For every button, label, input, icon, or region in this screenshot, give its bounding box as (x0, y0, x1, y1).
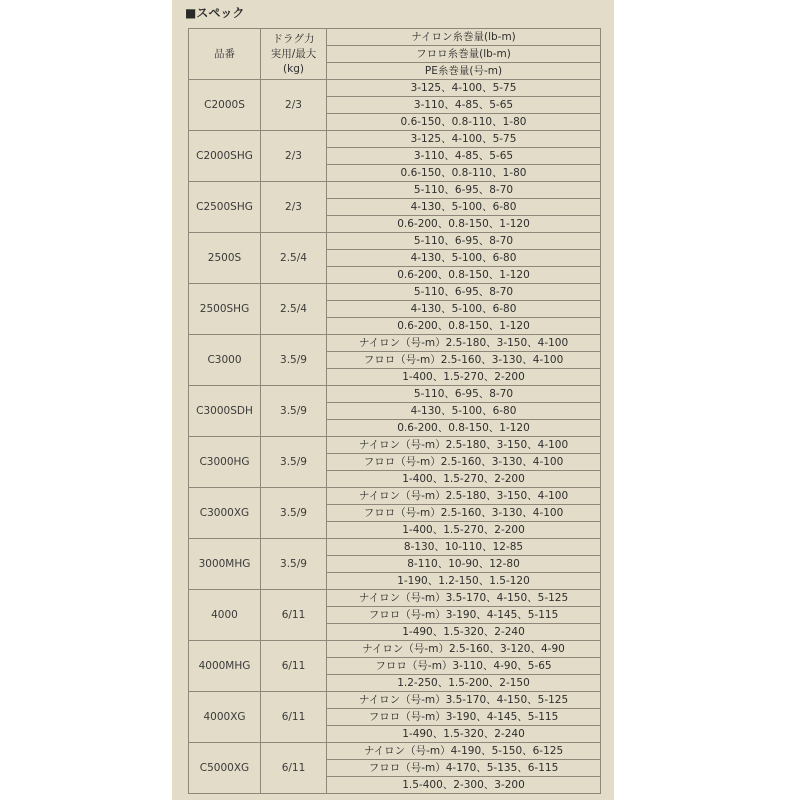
nylon-capacity-cell: ナイロン（号-m）2.5-160、3-120、4-90 (327, 641, 601, 658)
fluoro-capacity-cell: フロロ（号-m）2.5-160、3-130、4-100 (327, 352, 601, 369)
model-cell: C5000XG (189, 743, 261, 794)
table-row (189, 182, 601, 199)
header-drag (261, 29, 327, 80)
pe-capacity-cell: 1-190、1.2-150、1.5-120 (327, 573, 601, 590)
drag-cell: 2/3 (261, 80, 327, 131)
drag-cell: 2.5/4 (261, 284, 327, 335)
pe-capacity-cell: 0.6-200、0.8-150、1-120 (327, 267, 601, 284)
table-row (189, 641, 601, 658)
drag-cell: 2/3 (261, 131, 327, 182)
spec-table-body (189, 80, 601, 794)
pe-capacity-cell: 0.6-150、0.8-110、1-80 (327, 114, 601, 131)
table-row (189, 488, 601, 505)
model-cell: 2500S (189, 233, 261, 284)
header-fluoro: フロロ糸巻量(lb-m) (327, 46, 601, 63)
model-cell: C3000HG (189, 437, 261, 488)
model-cell: C2000S (189, 80, 261, 131)
pe-capacity-cell: 1-400、1.5-270、2-200 (327, 522, 601, 539)
drag-cell: 6/11 (261, 590, 327, 641)
fluoro-capacity-cell: 3-110、4-85、5-65 (327, 148, 601, 165)
model-cell: 4000XG (189, 692, 261, 743)
header-drag-line2: 実用/最大 (270, 47, 317, 60)
table-row (189, 437, 601, 454)
drag-cell: 2/3 (261, 182, 327, 233)
fluoro-capacity-cell: 3-110、4-85、5-65 (327, 97, 601, 114)
pe-capacity-cell: 1-400、1.5-270、2-200 (327, 369, 601, 386)
nylon-capacity-cell: ナイロン（号-m）2.5-180、3-150、4-100 (327, 437, 601, 454)
nylon-capacity-cell: 3-125、4-100、5-75 (327, 80, 601, 97)
drag-cell: 3.5/9 (261, 539, 327, 590)
table-row (189, 335, 601, 352)
fluoro-capacity-cell: 4-130、5-100、6-80 (327, 199, 601, 216)
nylon-capacity-cell: ナイロン（号-m）2.5-180、3-150、4-100 (327, 488, 601, 505)
model-cell: C3000 (189, 335, 261, 386)
model-cell: C3000SDH (189, 386, 261, 437)
model-cell: 2500SHG (189, 284, 261, 335)
model-cell: 3000MHG (189, 539, 261, 590)
fluoro-capacity-cell: フロロ（号-m）3-190、4-145、5-115 (327, 709, 601, 726)
nylon-capacity-cell: 5-110、6-95、8-70 (327, 182, 601, 199)
drag-cell: 3.5/9 (261, 386, 327, 437)
nylon-capacity-cell: 8-130、10-110、12-85 (327, 539, 601, 556)
drag-cell: 6/11 (261, 743, 327, 794)
nylon-capacity-cell: ナイロン（号-m）3.5-170、4-150、5-125 (327, 692, 601, 709)
pe-capacity-cell: 1-400、1.5-270、2-200 (327, 471, 601, 488)
nylon-capacity-cell: 5-110、6-95、8-70 (327, 284, 601, 301)
fluoro-capacity-cell: フロロ（号-m）3-110、4-90、5-65 (327, 658, 601, 675)
spec-table (188, 28, 601, 794)
nylon-capacity-cell: 5-110、6-95、8-70 (327, 386, 601, 403)
header-drag-line3: (kg) (283, 62, 304, 75)
table-row (189, 386, 601, 403)
table-row (189, 233, 601, 250)
model-cell: C2500SHG (189, 182, 261, 233)
table-row (189, 131, 601, 148)
table-row (189, 80, 601, 97)
model-cell: 4000 (189, 590, 261, 641)
fluoro-capacity-cell: フロロ（号-m）4-170、5-135、6-115 (327, 760, 601, 777)
drag-cell: 3.5/9 (261, 437, 327, 488)
drag-cell: 3.5/9 (261, 335, 327, 386)
header-row (189, 29, 601, 46)
pe-capacity-cell: 0.6-200、0.8-150、1-120 (327, 216, 601, 233)
header-model: 品番 (189, 29, 261, 80)
pe-capacity-cell: 0.6-150、0.8-110、1-80 (327, 165, 601, 182)
pe-capacity-cell: 1.5-400、2-300、3-200 (327, 777, 601, 794)
nylon-capacity-cell: 5-110、6-95、8-70 (327, 233, 601, 250)
nylon-capacity-cell: 3-125、4-100、5-75 (327, 131, 601, 148)
nylon-capacity-cell: ナイロン（号-m）3.5-170、4-150、5-125 (327, 590, 601, 607)
fluoro-capacity-cell: 8-110、10-90、12-80 (327, 556, 601, 573)
pe-capacity-cell: 0.6-200、0.8-150、1-120 (327, 318, 601, 335)
table-row (189, 284, 601, 301)
section-title: ■スペック (185, 6, 245, 20)
table-row (189, 590, 601, 607)
model-cell: 4000MHG (189, 641, 261, 692)
fluoro-capacity-cell: 4-130、5-100、6-80 (327, 301, 601, 318)
fluoro-capacity-cell: フロロ（号-m）2.5-160、3-130、4-100 (327, 505, 601, 522)
nylon-capacity-cell: ナイロン（号-m）4-190、5-150、6-125 (327, 743, 601, 760)
fluoro-capacity-cell: 4-130、5-100、6-80 (327, 403, 601, 420)
fluoro-capacity-cell: 4-130、5-100、6-80 (327, 250, 601, 267)
pe-capacity-cell: 1-490、1.5-320、2-240 (327, 726, 601, 743)
pe-capacity-cell: 1-490、1.5-320、2-240 (327, 624, 601, 641)
drag-cell: 6/11 (261, 641, 327, 692)
pe-capacity-cell: 1.2-250、1.5-200、2-150 (327, 675, 601, 692)
header-nylon: ナイロン糸巻量(lb-m) (327, 29, 601, 46)
nylon-capacity-cell: ナイロン（号-m）2.5-180、3-150、4-100 (327, 335, 601, 352)
pe-capacity-cell: 0.6-200、0.8-150、1-120 (327, 420, 601, 437)
table-row (189, 743, 601, 760)
fluoro-capacity-cell: フロロ（号-m）2.5-160、3-130、4-100 (327, 454, 601, 471)
drag-cell: 6/11 (261, 692, 327, 743)
header-pe: PE糸巻量(号-m) (327, 63, 601, 80)
table-row (189, 692, 601, 709)
table-row (189, 539, 601, 556)
drag-cell: 2.5/4 (261, 233, 327, 284)
model-cell: C2000SHG (189, 131, 261, 182)
spec-table-header (189, 29, 601, 80)
header-drag-line1: ドラグ力 (272, 32, 315, 45)
model-cell: C3000XG (189, 488, 261, 539)
drag-cell: 3.5/9 (261, 488, 327, 539)
fluoro-capacity-cell: フロロ（号-m）3-190、4-145、5-115 (327, 607, 601, 624)
